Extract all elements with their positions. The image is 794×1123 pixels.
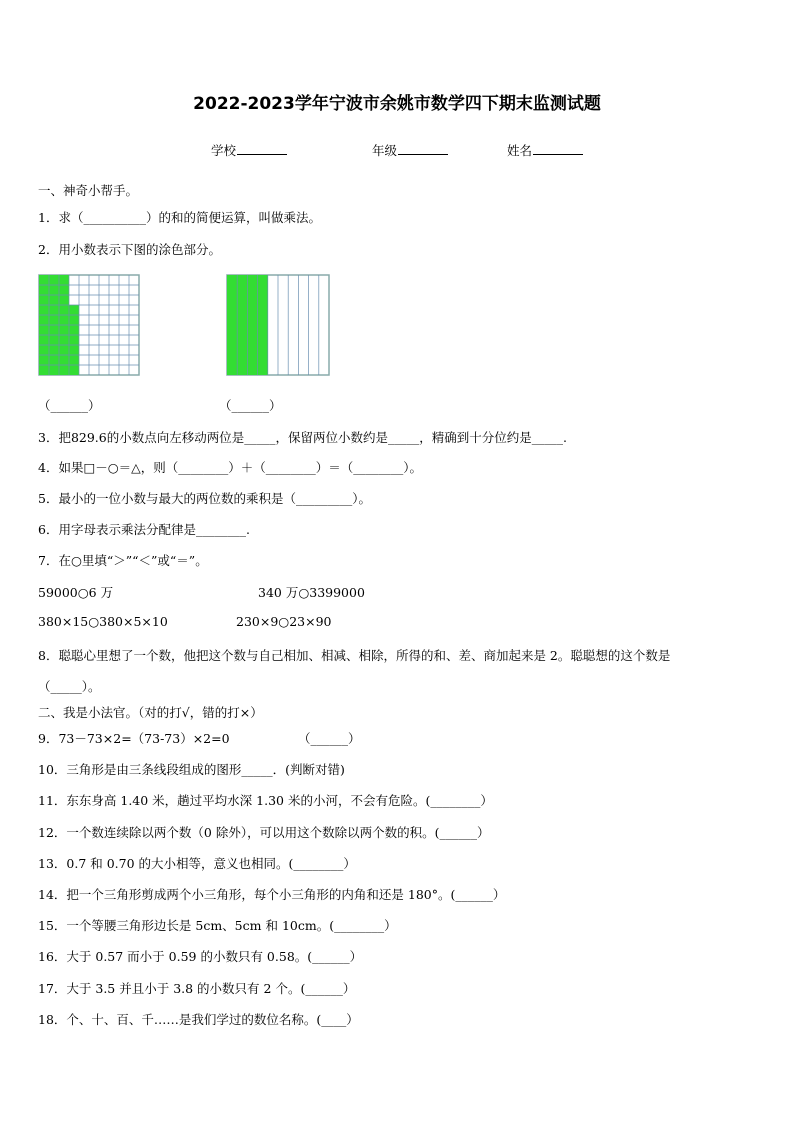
grid-a-shaded-cell [39, 295, 49, 305]
question-9: 9．73－73×2=（73-73）×2=0 [38, 731, 230, 746]
grid-a-shaded-cell [39, 275, 49, 285]
grid-a-shaded-cell [59, 305, 69, 315]
grid-a-shaded-cell [69, 345, 79, 355]
grid-a-shaded-cell [49, 355, 59, 365]
question-1: 1．求（__________）的和的简便运算，叫做乘法。 [38, 210, 321, 225]
question-16: 16．大于 0.57 而小于 0.59 的小数只有 0.58。(______） [38, 949, 363, 964]
grid-a-shaded-cell [69, 325, 79, 335]
grid-a-shaded-cell [49, 305, 59, 315]
grid-a-shaded-cell [39, 345, 49, 355]
question-7: 7．在○里填“＞”“＜”或“＝”。 [38, 553, 208, 568]
grid-a-shaded-cell [39, 325, 49, 335]
tenths-strip-figure [226, 274, 330, 376]
grid-a-shaded-cell [69, 355, 79, 365]
grid-a-shaded-cell [39, 335, 49, 345]
question-11: 11．东东身高 1.40 米，趟过平均水深 1.30 米的小河，不会有危险。(________） [38, 793, 493, 808]
grid-a-shaded-cell [49, 325, 59, 335]
grid-b-shaded-strip [237, 275, 247, 375]
question-9-blank[interactable]: （______） [298, 731, 361, 746]
grade-field [372, 141, 448, 159]
grid-a-shaded-cell [59, 345, 69, 355]
grid-a-shaded-cell [49, 295, 59, 305]
grid-a-shaded-cell [49, 275, 59, 285]
grid-a-shaded-cell [59, 335, 69, 345]
question-7-b: 340 万○3399000 [258, 585, 365, 600]
grid-a-shaded-cell [59, 285, 69, 295]
grid-a-shaded-cell [59, 315, 69, 325]
question-2-answer-a[interactable]: （______） [38, 398, 101, 413]
grid-a-shaded-cell [49, 335, 59, 345]
question-17: 17．大于 3.5 并且小于 3.8 的小数只有 2 个。(______） [38, 981, 356, 996]
section-1-heading: 一、神奇小帮手。 [38, 183, 139, 198]
grid-a-shaded-cell [69, 315, 79, 325]
grid-b-shaded-strip [247, 275, 257, 375]
question-8-answer[interactable]: （_____）。 [38, 679, 101, 694]
grid-b-shaded-strip [227, 275, 237, 375]
question-5: 5．最小的一位小数与最大的两位数的乘积是（_________）。 [38, 491, 371, 506]
question-15: 15．一个等腰三角形边长是 5cm、5cm 和 10cm。(________） [38, 918, 397, 933]
grid-a-shaded-cell [39, 285, 49, 295]
grade-label: 年级 [372, 143, 398, 158]
school-blank[interactable] [237, 142, 287, 155]
grid-a-shaded-cell [39, 305, 49, 315]
question-7-d: 230×9○23×90 [236, 614, 332, 629]
name-blank[interactable] [533, 142, 583, 155]
question-13: 13．0.7 和 0.70 的大小相等，意义也相同。(________） [38, 856, 356, 871]
grade-blank[interactable] [398, 142, 448, 155]
grid-a-shaded-cell [39, 365, 49, 375]
school-field [211, 141, 287, 159]
grid-a-shaded-cell [59, 295, 69, 305]
question-7-a: 59000○6 万 [38, 585, 114, 600]
question-4: 4．如果□－○＝△，则（________）＋（________）＝（________）。 [38, 460, 423, 475]
question-7-c: 380×15○380×5×10 [38, 614, 168, 629]
question-2: 2．用小数表示下图的涂色部分。 [38, 242, 221, 257]
grid-a-shaded-cell [69, 365, 79, 375]
grid-a-shaded-cell [59, 355, 69, 365]
grid-b-shaded-strip [258, 275, 268, 375]
grid-a-shaded-cell [59, 325, 69, 335]
question-10: 10．三角形是由三条线段组成的图形_____．(判断对错) [38, 762, 345, 777]
grid-a-shaded-cell [49, 285, 59, 295]
name-field [507, 141, 583, 159]
grid-a-shaded-cell [59, 275, 69, 285]
grid-a-shaded-cell [59, 365, 69, 375]
name-label: 姓名 [507, 143, 533, 158]
question-12: 12．一个数连续除以两个数（0 除外），可以用这个数除以两个数的积。(______） [38, 825, 490, 840]
grid-a-shaded-cell [69, 335, 79, 345]
hundred-grid-figure [38, 274, 140, 376]
question-6: 6．用字母表示乘法分配律是________. [38, 522, 250, 537]
question-2-answer-b[interactable]: （______） [219, 398, 282, 413]
grid-a-shaded-cell [49, 345, 59, 355]
grid-a-shaded-cell [69, 305, 79, 315]
grid-a-shaded-cell [49, 365, 59, 375]
question-8: 8．聪聪心里想了一个数，他把这个数与自己相加、相减、相除，所得的和、差、商加起来是 2。聪聪想的这个数是 [38, 648, 671, 663]
grid-a-shaded-cell [49, 315, 59, 325]
grid-a-shaded-cell [39, 315, 49, 325]
grid-a-shaded-cell [39, 355, 49, 365]
question-18: 18．个、十、百、千……是我们学过的数位名称。(____） [38, 1012, 359, 1027]
question-14: 14．把一个三角形剪成两个小三角形，每个小三角形的内角和还是 180°。(______） [38, 887, 506, 902]
page-title: 2022-2023学年宁波市余姚市数学四下期末监测试题 [193, 94, 601, 114]
section-2-heading: 二、我是小法官。（对的打√，错的打×） [38, 705, 263, 720]
question-3: 3．把829.6的小数点向左移动两位是_____，保留两位小数约是_____，精确到十分位约是_____. [38, 430, 567, 445]
school-label: 学校 [211, 143, 237, 158]
